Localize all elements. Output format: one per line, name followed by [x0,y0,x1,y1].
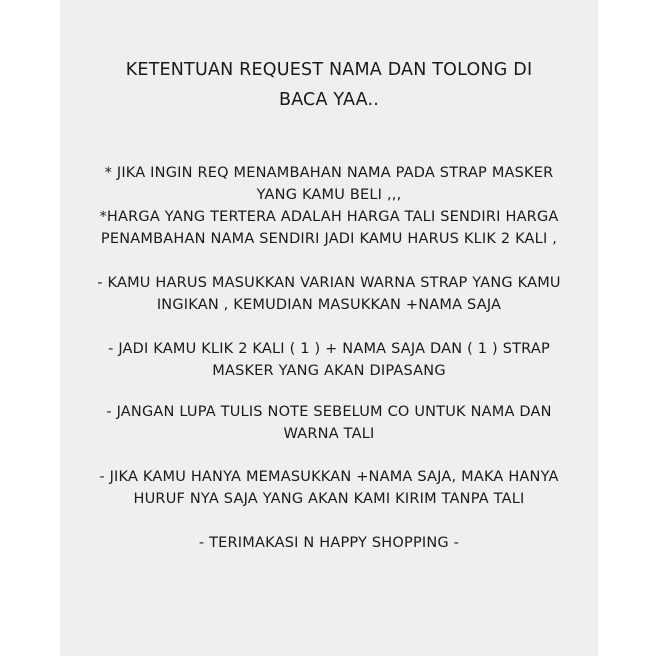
text-line: WARNA TALI [283,426,375,442]
text-line: - TERIMAKASI N HAPPY SHOPPING - [198,535,460,551]
text-line: - JANGAN LUPA TULIS NOTE SEBELUM CO UNTUK NAMA DAN [106,404,552,420]
title-line: KETENTUAN REQUEST NAMA DAN TOLONG DI [125,60,533,80]
text-line: - JADI KAMU KLIK 2 KALI ( 1 ) + NAMA SAJA DAN ( 1 ) STRAP [108,341,550,357]
instruction-block-intro [60,162,598,250]
title-line: BACA YAA.. [278,90,379,110]
instruction-block-variant [60,272,598,316]
closing-line [60,532,598,554]
instruction-block-note [60,401,598,445]
text-line: YANG KAMU BELI ,,, [256,187,402,203]
text-line: PENAMBAHAN NAMA SENDIRI JADI KAMU HARUS KLIK 2 KALI , [100,231,558,247]
text-line: HURUF NYA SAJA YANG AKAN KAMI KIRIM TANPA TALI [133,491,525,507]
document-title [60,55,598,115]
text-line: - KAMU HARUS MASUKKAN VARIAN WARNA STRAP YANG KAMU [97,275,561,291]
text-line: *HARGA YANG TERTERA ADALAH HARGA TALI SENDIRI HARGA [99,209,559,225]
text-line: - JIKA KAMU HANYA MEMASUKKAN +NAMA SAJA, MAKA HANYA [99,469,559,485]
text-line: * JIKA INGIN REQ MENAMBAHAN NAMA PADA STRAP MASKER [104,165,554,181]
document-page [60,0,598,656]
instruction-block-click [60,338,598,382]
text-line: INGIKAN , KEMUDIAN MASUKKAN +NAMA SAJA [156,297,502,313]
instruction-block-name-only [60,466,598,510]
text-line: MASKER YANG AKAN DIPASANG [212,363,446,379]
